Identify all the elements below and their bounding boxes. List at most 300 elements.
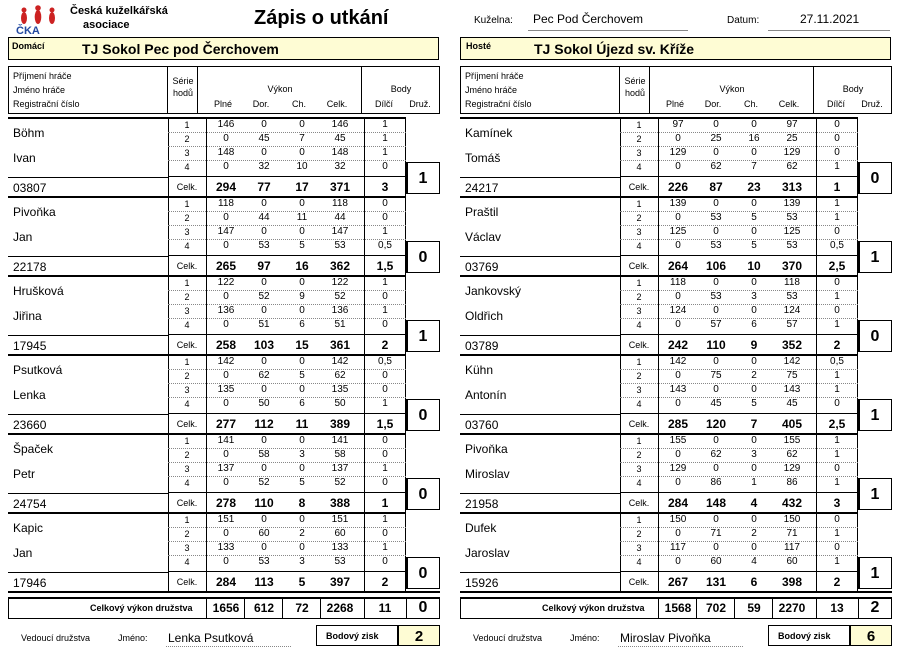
row-separator [168,555,406,556]
series-value: 0 [713,226,719,237]
player-sum-value: 112 [254,417,274,431]
series-value: 0 [675,240,681,251]
home-team-name: TJ Sokol Pec pod Čerchovem [82,41,279,57]
row-separator [620,369,858,370]
series-value: 0 [751,435,757,446]
series-value: 0 [675,556,681,567]
series-value: 0 [223,528,229,539]
series-value: 141 [217,435,235,446]
series-value: 0 [713,435,719,446]
divider [168,492,406,493]
series-value: 139 [783,198,801,209]
series-value: 0 [223,133,229,144]
col-header-label: Registrační číslo [465,99,532,109]
divider [168,334,406,335]
series-value: 1 [834,477,840,488]
row-separator [620,146,858,147]
series-value: 0,5 [378,356,392,367]
team-point-value: 0 [870,328,880,345]
series-value: 71 [786,528,798,539]
series-value: 1 [382,119,388,130]
series-value: 6 [299,319,305,330]
series-number: 3 [184,148,190,158]
series-value: 58 [258,449,270,460]
away-label: Hosté [466,41,492,51]
series-value: 0 [382,384,388,395]
player-surname: Kapic [13,521,44,535]
team-point-value: 1 [418,328,428,345]
series-value: 0 [713,463,719,474]
player-reg-number: 22178 [13,260,47,274]
series-number: 2 [636,213,642,223]
series-value: 62 [710,161,722,172]
team-point-value: 0 [418,249,428,266]
series-value: 0 [223,477,229,488]
series-number: 2 [184,371,190,381]
series-value: 143 [669,384,687,395]
divider [8,493,168,494]
player-first-name: Lenka [13,388,46,402]
venue-label: Kuželna: [474,15,513,26]
series-value: 0 [382,435,388,446]
player-reg-number: 17946 [13,576,47,590]
player-reg-number: 03807 [13,181,47,195]
series-value: 0 [713,277,719,288]
series-value: 5 [299,477,305,488]
series-value: 4 [751,556,757,567]
date-underline [768,30,890,31]
series-value: 0 [261,542,267,553]
series-value: 0 [713,119,719,130]
home-label: Domácí [12,41,45,51]
series-value: 62 [786,161,798,172]
leader-underline [618,646,743,647]
col-header-series-label: Série [624,76,646,86]
series-value: 0 [261,384,267,395]
series-number: 2 [636,371,642,381]
series-value: 0 [713,147,719,158]
player-first-name: Jan [13,230,33,244]
series-value: 117 [670,542,686,553]
col-header-sub-label: Plné [213,99,232,109]
player-reg-number: 21958 [465,497,499,511]
row-separator [168,369,406,370]
player-sum-value: 2 [381,575,389,589]
series-value: 0 [751,226,757,237]
series-value: 0 [382,319,388,330]
series-value: 60 [258,528,270,539]
player-sum-value: 1 [381,496,389,510]
row-separator [168,211,406,212]
player-sum-value: 264 [667,259,689,273]
series-value: 86 [710,477,722,488]
series-value: 7 [751,161,757,172]
team-total-team-points: 2 [870,599,880,616]
series-number: 1 [184,515,190,525]
series-number: 4 [636,162,642,172]
divider [364,196,365,275]
sum-label: Celk. [628,419,650,429]
col-header-label: Příjmení hráče [465,71,524,81]
series-number: 1 [184,278,190,288]
series-value: 45 [786,398,798,409]
series-value: 50 [258,398,270,409]
series-value: 0 [834,147,840,158]
series-value: 0 [834,514,840,525]
divider [168,255,406,256]
series-number: 2 [184,529,190,539]
series-number: 4 [184,557,190,567]
series-value: 142 [217,356,235,367]
series-number: 2 [184,213,190,223]
row-separator [620,541,858,542]
series-value: 0 [834,133,840,144]
series-number: 3 [184,464,190,474]
row-separator [168,146,406,147]
divider [460,177,620,178]
series-value: 133 [331,542,349,553]
divider [620,492,858,493]
series-value: 0 [751,119,757,130]
col-header-label: Jméno hráče [465,85,518,95]
player-sum-value: 120 [705,417,727,431]
series-value: 1 [834,370,840,381]
player-sum-value: 265 [215,259,237,273]
player-sum-value: 285 [667,417,689,431]
divider [816,354,817,433]
player-sum-value: 87 [709,180,723,194]
col-header-label: Registrační číslo [13,99,80,109]
player-first-name: Antonín [465,388,507,402]
series-number: 2 [184,134,190,144]
divider [460,414,620,415]
player-sum-value: 352 [781,338,803,352]
row-separator [168,476,406,477]
player-sum-value: 267 [667,575,689,589]
series-value: 0 [713,305,719,316]
team-total-partial: 13 [830,601,844,615]
series-value: 0 [299,435,305,446]
col-header-partial-label: Dílčí [375,99,393,109]
player-sum-value: 2 [833,338,841,352]
divider [8,572,168,573]
team-point-value: 1 [870,407,880,424]
series-value: 2 [751,528,757,539]
series-value: 5 [751,212,757,223]
col-header-series-label: Série [172,76,194,86]
row-separator [168,318,406,319]
divider [8,414,168,415]
series-number: 3 [636,306,642,316]
team-point-value: 1 [418,170,428,187]
away-team-name: TJ Sokol Újezd sv. Kříže [534,41,695,57]
series-value: 0 [261,119,267,130]
series-value: 0 [751,356,757,367]
col-header-sub-label: Plné [665,99,684,109]
series-value: 0 [382,370,388,381]
series-value: 45 [710,398,722,409]
series-value: 148 [217,147,235,158]
series-value: 5 [299,240,305,251]
series-value: 0 [299,198,305,209]
col-header-points-label: Body [842,84,864,94]
player-sum-value: 10 [747,259,761,273]
divider [364,512,365,591]
series-value: 0 [675,528,681,539]
player-sum-value: 1,5 [376,259,394,273]
series-value: 58 [334,449,346,460]
series-number: 1 [636,120,642,130]
series-value: 71 [710,528,722,539]
row-separator [620,383,858,384]
player-sum-value: 3 [381,180,389,194]
leader-label: Vedoucí družstva [21,633,91,643]
series-value: 146 [217,119,235,130]
player-sum-value: 389 [329,417,351,431]
player-sum-value: 17 [295,180,309,194]
series-value: 1 [382,226,388,237]
divider [460,256,620,257]
series-value: 0 [299,277,305,288]
divider [620,176,858,177]
series-value: 135 [331,384,349,395]
player-surname: Kühn [465,363,494,377]
series-value: 1 [751,477,757,488]
series-number: 4 [636,478,642,488]
series-value: 122 [217,277,235,288]
series-number: 1 [636,436,642,446]
series-value: 1 [834,528,840,539]
series-value: 3 [751,291,757,302]
row-separator [620,462,858,463]
divider [816,512,817,591]
series-value: 0 [299,119,305,130]
series-value: 52 [258,477,270,488]
row-separator [620,318,858,319]
divider [816,275,817,354]
divider [620,255,858,256]
col-header-label: Příjmení hráče [13,71,72,81]
col-header-points-label: Body [390,84,412,94]
row-separator [168,290,406,291]
org-name-line2: asociace [83,19,130,31]
series-value: 3 [299,449,305,460]
series-number: 2 [184,450,190,460]
row-separator [620,555,858,556]
sum-label: Celk. [176,419,198,429]
player-sum-value: 97 [257,259,271,273]
series-value: 0 [751,277,757,288]
series-value: 0 [261,277,267,288]
player-surname: Dufek [465,521,497,535]
venue-underline [528,30,688,31]
divider [364,117,365,196]
player-surname: Pivoňka [465,442,508,456]
series-number: 3 [636,227,642,237]
team-point-value: 0 [870,170,880,187]
series-number: 1 [636,199,642,209]
divider [772,597,773,619]
player-sum-value: 9 [750,338,758,352]
divider [734,597,735,619]
series-value: 53 [786,240,798,251]
series-number: 1 [184,357,190,367]
divider [816,433,817,512]
series-value: 32 [258,161,270,172]
player-sum-value: 361 [329,338,351,352]
leader-underline [166,646,291,647]
series-value: 0 [382,528,388,539]
team-total-value: 612 [253,601,275,615]
team-point-value: 0 [418,565,428,582]
divider [658,597,659,619]
series-value: 3 [299,556,305,567]
col-header-partial-label: Dílčí [827,99,845,109]
team-total-value: 1568 [664,601,692,615]
series-value: 117 [784,542,800,553]
player-sum-value: 1 [833,180,841,194]
row-separator [168,383,406,384]
series-value: 0 [299,514,305,525]
sum-label: Celk. [628,182,650,192]
series-value: 0 [834,542,840,553]
series-value: 124 [669,305,687,316]
row-separator [620,448,858,449]
series-value: 3 [751,449,757,460]
player-sum-value: 313 [781,180,803,194]
series-value: 0 [751,463,757,474]
player-reg-number: 15926 [465,576,499,590]
col-header-series-label: hodů [624,88,646,98]
sum-label: Celk. [628,340,650,350]
player-sum-value: 242 [667,338,689,352]
series-value: 5 [751,240,757,251]
series-value: 0 [261,305,267,316]
series-value: 129 [783,463,801,474]
row-separator [168,448,406,449]
series-value: 97 [786,119,798,130]
series-value: 75 [786,370,798,381]
player-first-name: Jiřina [13,309,42,323]
player-sum-value: 1,5 [376,417,394,431]
player-first-name: Václav [465,230,502,244]
venue-value: Pec Pod Čerchovem [533,12,644,26]
series-value: 53 [258,556,270,567]
divider [8,177,168,178]
team-total-value: 1656 [212,601,240,615]
col-header-sub-label: Celk. [326,99,348,109]
series-value: 45 [334,133,346,144]
series-value: 9 [299,291,305,302]
player-sum-value: 23 [747,180,761,194]
series-value: 0 [299,463,305,474]
series-value: 0 [834,226,840,237]
series-value: 60 [334,528,346,539]
player-sum-value: 5 [298,575,306,589]
player-surname: Hrušková [13,284,64,298]
series-value: 0 [299,305,305,316]
series-number: 4 [184,241,190,251]
series-value: 0 [223,449,229,460]
series-value: 1 [834,449,840,460]
series-number: 1 [636,278,642,288]
series-value: 0 [261,463,267,474]
series-value: 118 [332,198,348,209]
series-value: 53 [334,240,346,251]
player-sum-value: 113 [254,575,274,589]
series-value: 0 [223,398,229,409]
series-value: 0,5 [830,240,844,251]
team-total-value: 72 [295,601,309,615]
series-value: 136 [217,305,235,316]
player-sum-value: 2 [833,575,841,589]
series-value: 118 [218,198,234,209]
sum-label: Celk. [628,577,650,587]
series-value: 2 [299,528,305,539]
series-value: 51 [258,319,270,330]
divider [364,433,365,512]
player-sum-value: 2,5 [828,259,846,273]
series-value: 0,5 [378,240,392,251]
player-surname: Pivoňka [13,205,56,219]
series-number: 2 [636,450,642,460]
player-sum-value: 16 [295,259,309,273]
series-value: 16 [748,133,760,144]
player-sum-value: 15 [295,338,309,352]
row-separator [168,239,406,240]
series-value: 0 [751,147,757,158]
series-number: 1 [636,357,642,367]
col-header-perf-label: Výkon [267,84,293,94]
series-value: 62 [786,449,798,460]
sum-label: Celk. [628,498,650,508]
series-value: 141 [331,435,349,446]
player-sum-value: 103 [253,338,275,352]
series-value: 0 [223,319,229,330]
team-point-value: 1 [870,565,880,582]
row-separator [620,211,858,212]
points-gain-value: 2 [414,628,424,645]
player-sum-value: 388 [329,496,351,510]
series-number: 2 [636,529,642,539]
series-value: 151 [331,514,349,525]
player-first-name: Jan [13,546,33,560]
leader-label: Vedoucí družstva [473,633,543,643]
divider [168,413,406,414]
series-value: 0 [834,277,840,288]
divider [460,493,620,494]
series-value: 0 [675,449,681,460]
series-value: 0 [223,556,229,567]
series-value: 0 [713,384,719,395]
divider [244,597,245,619]
series-value: 0 [382,477,388,488]
player-sum-value: 277 [215,417,237,431]
series-value: 0 [675,161,681,172]
row-separator [168,225,406,226]
logo [14,4,62,38]
series-number: 3 [184,227,190,237]
series-value: 0 [751,198,757,209]
team-total-value: 2268 [326,601,354,615]
series-value: 155 [669,435,687,446]
series-value: 10 [296,161,308,172]
team-point-value: 0 [418,486,428,503]
series-value: 7 [299,133,305,144]
row-separator [620,132,858,133]
series-value: 6 [299,398,305,409]
points-gain-value: 6 [866,628,876,645]
